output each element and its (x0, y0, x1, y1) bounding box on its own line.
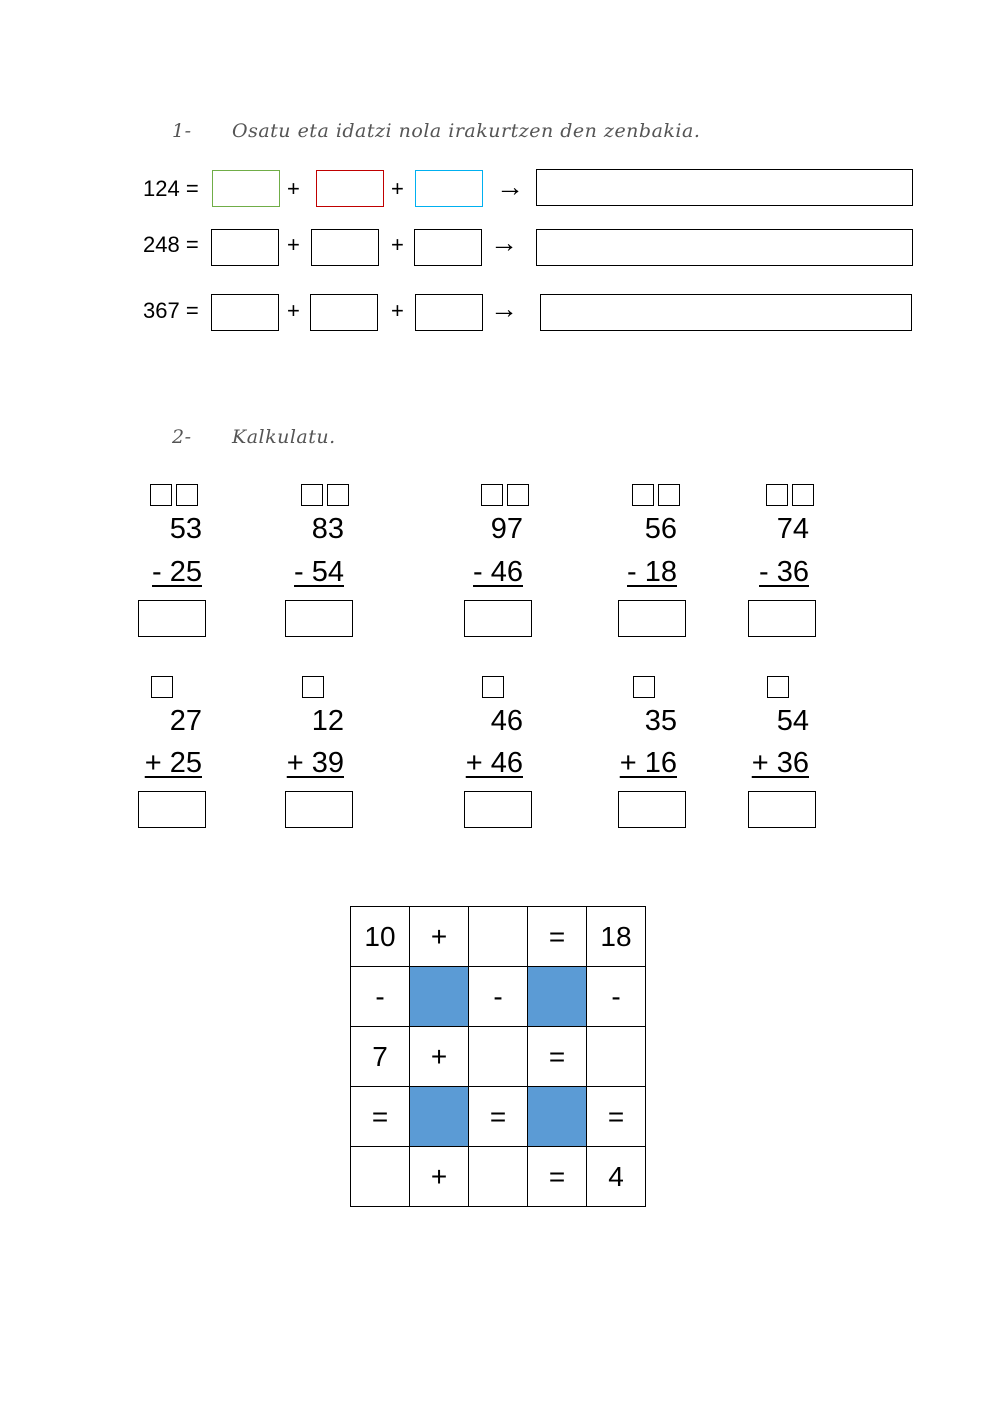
equation-label-3: 367 = (143, 298, 199, 323)
grid-cell: 10 (351, 907, 410, 967)
subtrahend: - 54 (294, 556, 344, 588)
grid-cell: - (469, 967, 528, 1027)
units-input-3[interactable] (415, 294, 483, 331)
tens-input-1[interactable] (316, 170, 384, 207)
difference-input[interactable] (618, 600, 686, 637)
grid-cell: + (410, 907, 469, 967)
grid-cell: = (587, 1087, 646, 1147)
section2-heading (172, 426, 336, 448)
grid-cell: = (469, 1087, 528, 1147)
grid-cell: - (587, 967, 646, 1027)
section2-number: 2- (172, 426, 192, 448)
tens-input-2[interactable] (311, 229, 379, 266)
grid-cell: - (351, 967, 410, 1027)
subtrahend: - 18 (627, 556, 677, 588)
grid-filled-cell (528, 967, 587, 1027)
borrow-box[interactable] (481, 484, 503, 506)
minuend: 53 (169, 513, 202, 545)
addend: 54 (776, 705, 809, 737)
difference-input[interactable] (138, 600, 206, 637)
borrow-box[interactable] (507, 484, 529, 506)
section1-heading (172, 120, 700, 142)
difference-input[interactable] (748, 600, 816, 637)
subtrahend: - 25 (152, 556, 202, 588)
grid-cell: + (410, 1027, 469, 1087)
addend: + 39 (286, 747, 344, 779)
grid-cell: 7 (351, 1027, 410, 1087)
borrow-box[interactable] (150, 484, 172, 506)
grid-cell: 18 (587, 907, 646, 967)
plus-sign: + (391, 176, 404, 201)
arrow-right-icon: → (490, 293, 518, 324)
hundreds-input-2[interactable] (211, 229, 279, 266)
carry-box[interactable] (302, 676, 324, 698)
addend: 27 (169, 705, 202, 737)
carry-box[interactable] (767, 676, 789, 698)
carry-box[interactable] (482, 676, 504, 698)
grid-cell: = (528, 1147, 587, 1207)
number-words-input-2[interactable] (536, 229, 913, 266)
addend: 12 (311, 705, 344, 737)
borrow-box[interactable] (792, 484, 814, 506)
addend: 46 (490, 705, 523, 737)
plus-sign: + (287, 176, 300, 201)
hundreds-input-3[interactable] (211, 294, 279, 331)
math-crossword-grid (350, 906, 646, 1207)
borrow-box[interactable] (176, 484, 198, 506)
number-words-input-3[interactable] (540, 294, 912, 331)
subtrahend: - 36 (759, 556, 809, 588)
hundreds-input-1[interactable] (212, 170, 280, 207)
plus-sign: + (287, 298, 300, 323)
subtrahend: - 46 (473, 556, 523, 588)
grid-blank-cell[interactable] (351, 1147, 410, 1207)
section1-number: 1- (172, 120, 192, 142)
grid-blank-cell[interactable] (469, 1027, 528, 1087)
grid-cell: 4 (587, 1147, 646, 1207)
minuend: 97 (490, 513, 523, 545)
borrow-box[interactable] (766, 484, 788, 506)
grid-filled-cell (528, 1087, 587, 1147)
carry-box[interactable] (633, 676, 655, 698)
grid-cell: = (528, 1027, 587, 1087)
arrow-right-icon: → (496, 171, 524, 202)
number-words-input-1[interactable] (536, 169, 913, 206)
addend: + 36 (751, 747, 809, 779)
sum-input[interactable] (618, 791, 686, 828)
grid-filled-cell (410, 967, 469, 1027)
units-input-2[interactable] (414, 229, 482, 266)
addend: + 16 (619, 747, 677, 779)
tens-input-3[interactable] (310, 294, 378, 331)
borrow-box[interactable] (327, 484, 349, 506)
section2-title: Kalkulatu. (232, 426, 336, 448)
plus-sign: + (391, 298, 404, 323)
addend: + 25 (144, 747, 202, 779)
section1-title: Osatu eta idatzi nola irakurtzen den zenbakia. (232, 120, 701, 142)
grid-blank-cell[interactable] (587, 1027, 646, 1087)
sum-input[interactable] (138, 791, 206, 828)
difference-input[interactable] (285, 600, 353, 637)
minuend: 56 (644, 513, 677, 545)
sum-input[interactable] (464, 791, 532, 828)
sum-input[interactable] (285, 791, 353, 828)
plus-sign: + (391, 232, 404, 257)
grid-blank-cell[interactable] (469, 907, 528, 967)
difference-input[interactable] (464, 600, 532, 637)
grid-cell: = (528, 907, 587, 967)
grid-blank-cell[interactable] (469, 1147, 528, 1207)
borrow-box[interactable] (658, 484, 680, 506)
minuend: 83 (311, 513, 344, 545)
grid-cell: = (351, 1087, 410, 1147)
plus-sign: + (287, 232, 300, 257)
addend: + 46 (465, 747, 523, 779)
equation-label-1: 124 = (143, 176, 199, 201)
grid-filled-cell (410, 1087, 469, 1147)
minuend: 74 (776, 513, 809, 545)
sum-input[interactable] (748, 791, 816, 828)
units-input-1[interactable] (415, 170, 483, 207)
arrow-right-icon: → (490, 227, 518, 258)
borrow-box[interactable] (301, 484, 323, 506)
addend: 35 (644, 705, 677, 737)
grid-cell: + (410, 1147, 469, 1207)
borrow-box[interactable] (632, 484, 654, 506)
equation-label-2: 248 = (143, 232, 199, 257)
carry-box[interactable] (151, 676, 173, 698)
